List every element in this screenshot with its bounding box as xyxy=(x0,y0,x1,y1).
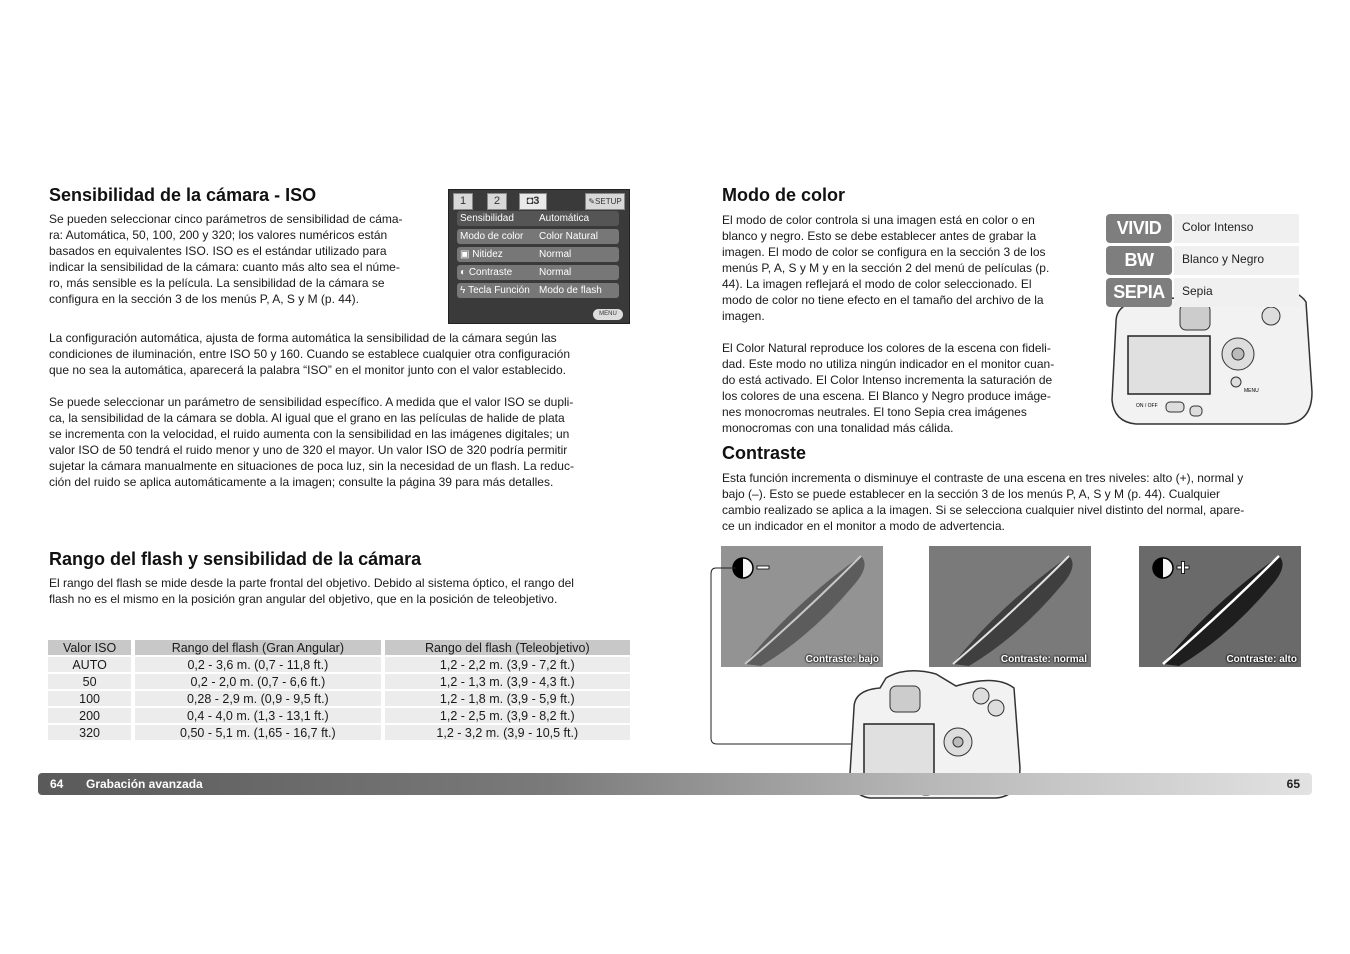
table-cell: AUTO xyxy=(48,657,131,672)
text-line: imagen. xyxy=(722,309,765,323)
table-row xyxy=(48,708,630,723)
table-cell: 1,2 - 1,3 m. (3,9 - 4,3 ft.) xyxy=(385,674,630,689)
table-header-row xyxy=(48,640,630,655)
color-mode-bw: BW Blanco y Negro xyxy=(1106,246,1301,275)
text-line: ce un indicador en el monitor a modo de advertencia. xyxy=(722,519,1005,533)
color-mode-vivid: VIVID Color Intenso xyxy=(1106,214,1301,243)
table-row xyxy=(48,674,630,689)
left-page-number: 64 xyxy=(50,777,64,791)
text-line: sujetar la cámara manualmente en situaciones de poca luz, sin la necesidad de un flash. La reduc- xyxy=(49,459,574,473)
text-line: La configuración automática, ajusta de forma automática la sensibilidad de la cámara según las xyxy=(49,331,557,345)
contrast-icon: ◐ xyxy=(460,267,467,278)
text-line: modo de color no tiene efecto en el tamaño del archivo de la xyxy=(722,293,1044,307)
photo-caption: Contraste: alto xyxy=(1226,654,1297,665)
menu-row-sensibilidad: Sensibilidad Automática xyxy=(457,211,619,226)
text-line: 44). La imagen reflejará el modo de color seleccionado. El xyxy=(722,277,1032,291)
text-line: nes monocromas neutrales. El tono Sepia crea imágenes xyxy=(722,405,1027,419)
text-line: imagen. El modo de color se configura en la sección 3 de los xyxy=(722,245,1046,259)
camera-onoff-label: ON / OFF xyxy=(1136,403,1158,409)
sepia-icon: SEPIA xyxy=(1106,278,1172,307)
text-line: menús P, A, S y M y en la sección 2 del menú de películas (p. xyxy=(722,261,1050,275)
table-cell: 0,2 - 2,0 m. (0,7 - 6,6 ft.) xyxy=(135,674,380,689)
photo-caption: Contraste: normal xyxy=(1000,654,1087,665)
text-line: los colores de una escena. El Blanco y Negro produce imáge- xyxy=(722,389,1051,403)
menu-row-nitidez: ▣ Nitidez Normal xyxy=(457,247,619,262)
table-row xyxy=(48,657,630,672)
text-line: indicar la sensibilidad de la cámara: cuanto más alto sea el núme- xyxy=(49,260,400,274)
text-line: do está activado. El Color Intenso incrementa la saturación de xyxy=(722,373,1053,387)
text-line: monocromas con una tonalidad más cálida. xyxy=(722,421,954,435)
table-row xyxy=(48,725,630,740)
text-line: dad. Este modo no utiliza ningún indicador en el monitor cuan- xyxy=(722,357,1055,371)
vivid-icon: VIVID xyxy=(1106,214,1172,243)
footer-section-title: Grabación avanzada xyxy=(86,777,203,791)
table-header: Valor ISO xyxy=(48,640,131,655)
text-line: ro, más sensible es la película. La sensibilidad de la cámara se xyxy=(49,276,385,290)
flash-title: Rango del flash y sensibilidad de la cámara xyxy=(49,549,422,569)
table-header: Rango del flash (Gran Angular) xyxy=(135,640,380,655)
menu-tab-2: 2 xyxy=(487,193,507,210)
black-white-icon: BW xyxy=(1106,246,1172,275)
text-line: ca, la sensibilidad de la cámara se dobla. Al igual que el grano en las películas de halide de plata xyxy=(49,411,565,425)
table-cell: 320 xyxy=(48,725,131,740)
menu-tab-1: 1 xyxy=(453,193,473,210)
text-line: bajo (–). Esto se puede establecer en la sección 3 de los menús P, A, S y M (p. 44). Cualquier xyxy=(722,487,1221,501)
text-line: Se pueden seleccionar cinco parámetros de sensibilidad de cáma- xyxy=(49,212,403,226)
menu-row-tecla-funcion: ϟ Tecla Función Modo de flash xyxy=(457,283,619,298)
table-cell: 0,2 - 3,6 m. (0,7 - 11,8 ft.) xyxy=(135,657,380,672)
flash-icon: ϟ xyxy=(460,285,466,296)
color-mode-sepia: SEPIA Sepia xyxy=(1106,278,1301,307)
table-cell: 1,2 - 2,2 m. (3,9 - 7,2 ft.) xyxy=(385,657,630,672)
table-row xyxy=(48,691,630,706)
footer-bar xyxy=(38,773,1312,795)
table-cell: 1,2 - 1,8 m. (3,9 - 5,9 ft.) xyxy=(385,691,630,706)
sharpness-icon: ▣ xyxy=(460,249,470,260)
right-page-number: 65 xyxy=(1286,777,1300,791)
photo-contrast-high xyxy=(1139,546,1301,667)
text-line: valor ISO de 50 tendrá el ruido menor y uno de 320 el mayor. Un valor ISO de 320 podría permitir xyxy=(49,443,568,457)
text-line: condiciones de iluminación, entre ISO 50 y 160. Cuando se establece cualquier otra configuración xyxy=(49,347,570,361)
color-mode-list xyxy=(1106,214,1302,314)
text-line: El Color Natural reproduce los colores de la escena con fideli- xyxy=(722,341,1051,355)
text-line: se incrementa con la velocidad, el ruido aumenta con la sensibilidad en las imágenes digitales; un xyxy=(49,427,570,441)
table-cell: 1,2 - 2,5 m. (3,9 - 8,2 ft.) xyxy=(385,708,630,723)
menu-tabs xyxy=(453,193,625,209)
menu-tab-3: ◘3 xyxy=(519,193,547,210)
text-line: El modo de color controla si una imagen está en color o en xyxy=(722,213,1035,227)
iso-paragraph-1 xyxy=(49,211,439,307)
menu-row-contraste: ◐ Contraste Normal xyxy=(457,265,619,280)
table-cell: 100 xyxy=(48,691,131,706)
flash-paragraph xyxy=(49,575,649,607)
text-line: que no sea la automática, aparecerá la palabra “ISO” en el monitor junto con el valor establecido. xyxy=(49,363,566,377)
camera-menu-screen xyxy=(448,189,630,324)
table-cell: 1,2 - 3,2 m. (3,9 - 10,5 ft.) xyxy=(385,725,630,740)
table-cell: 0,4 - 4,0 m. (1,3 - 13,1 ft.) xyxy=(135,708,380,723)
text-line: basados en equivalentes ISO. ISO es el estándar utilizado para xyxy=(49,244,387,258)
color-paragraph-1 xyxy=(722,212,1102,324)
text-line: blanco y negro. Esto se debe establecer antes de grabar la xyxy=(722,229,1037,243)
table-cell: 0,50 - 5,1 m. (1,65 - 16,7 ft.) xyxy=(135,725,380,740)
table-header: Rango del flash (Teleobjetivo) xyxy=(385,640,630,655)
connector-line xyxy=(706,560,856,750)
menu-footer-label: MENU xyxy=(593,309,623,320)
menu-row-modo-color: Modo de color Color Natural xyxy=(457,229,619,244)
text-line: Se puede seleccionar un parámetro de sensibilidad específico. A medida que el valor ISO se dupli- xyxy=(49,395,574,409)
iso-paragraph-3 xyxy=(49,394,649,490)
iso-title: Sensibilidad de la cámara - ISO xyxy=(49,185,317,205)
text-line: ción del ruido se aplica automáticamente a la imagen; consulte la página 39 para más detalles. xyxy=(49,475,554,489)
table-cell: 200 xyxy=(48,708,131,723)
table-cell: 0,28 - 2,9 m. (0,9 - 9,5 ft.) xyxy=(135,691,380,706)
photo-contrast-normal xyxy=(929,546,1091,667)
color-mode-title: Modo de color xyxy=(722,185,845,205)
menu-tab-setup: ✎SETUP xyxy=(585,193,625,210)
text-line: Esta función incrementa o disminuye el contraste de una escena en tres niveles: alto (+), normal y xyxy=(722,471,1244,485)
wrench-icon: ✎ xyxy=(588,197,596,206)
contrast-paragraph xyxy=(722,470,1312,534)
text-line: El rango del flash se mide desde la parte frontal del objetivo. Debido al sistema óptico, el rango del xyxy=(49,576,574,590)
text-line: flash no es el mismo en la posición gran angular del objetivo, que en la posición de teleobjetivo. xyxy=(49,592,558,606)
contrast-title: Contraste xyxy=(722,443,807,463)
text-line: ra: Automática, 50, 100, 200 y 320; los valores numéricos están xyxy=(49,228,388,242)
table-cell: 50 xyxy=(48,674,131,689)
camera-icon: ◘ xyxy=(526,195,534,207)
flash-range-table xyxy=(44,638,634,742)
photo-caption: Contraste: bajo xyxy=(805,654,879,665)
camera-menu-label: MENU xyxy=(1244,388,1259,394)
text-line: cambio realizado se aplica a la imagen. Si se selecciona cualquier nivel distinto del normal, apare- xyxy=(722,503,1245,517)
color-paragraph-2 xyxy=(722,340,1102,436)
iso-paragraph-2 xyxy=(49,330,649,378)
text-line: configura en la sección 3 de los menús P, A, S y M (p. 44). xyxy=(49,292,359,306)
